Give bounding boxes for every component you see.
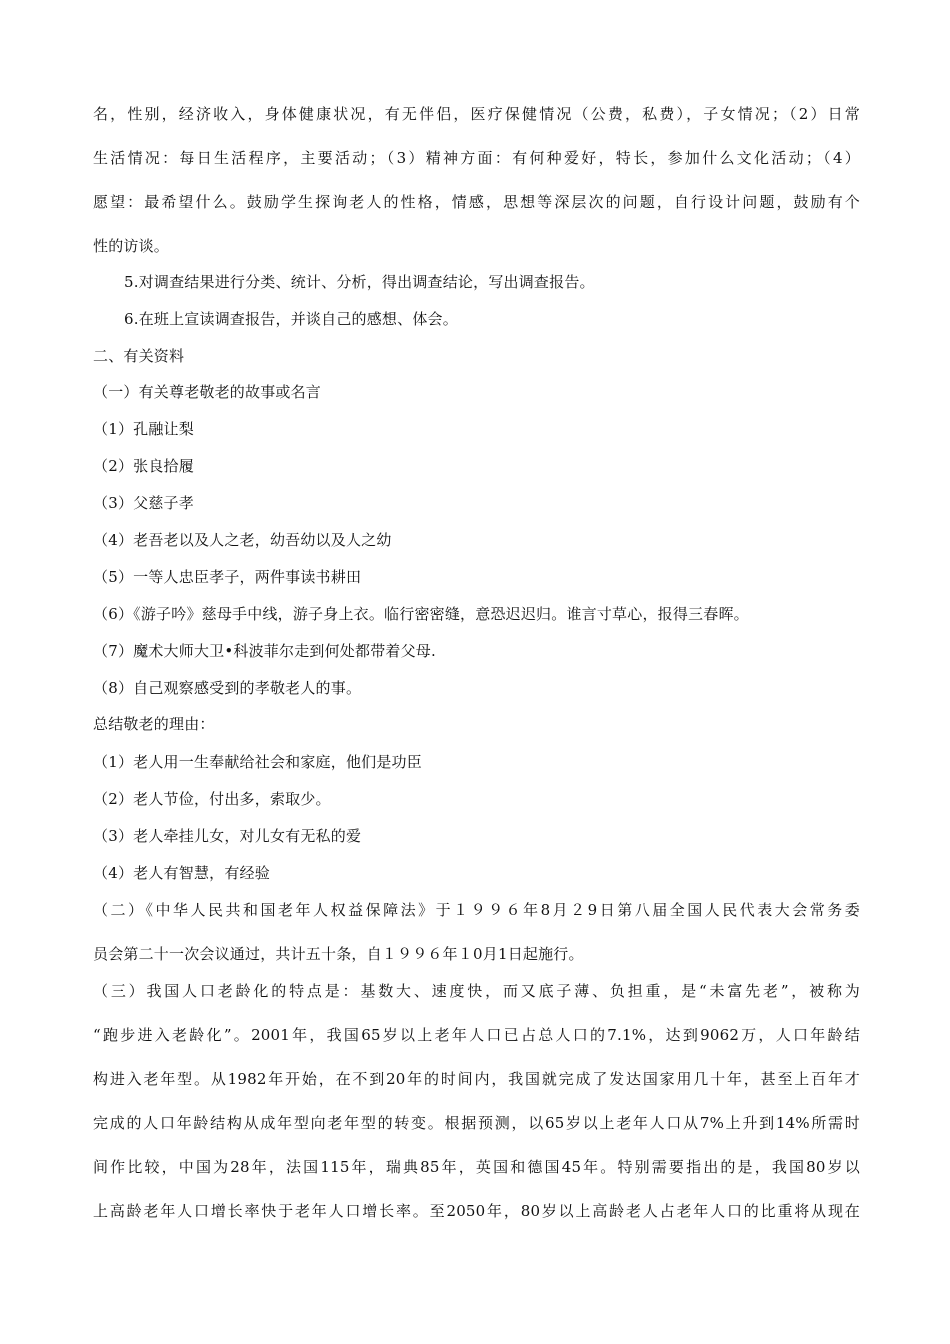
list-item: （1）老人用一生奉献给社会和家庭，他们是功臣 — [93, 753, 422, 771]
step-5: 5.对调查结果进行分类、统计、分析，得出调查结论，写出调查报告。 — [124, 273, 595, 291]
subsection-heading-1: （一）有关尊老敬老的故事或名言 — [93, 383, 322, 401]
list-item: （1）孔融让梨 — [93, 420, 194, 438]
list-item: （3）老人牵挂儿女，对儿女有无私的爱 — [93, 827, 362, 845]
reasons-heading: 总结敬老的理由： — [93, 715, 215, 733]
aging-para-line-3: 构进入老年型。从1982年开始，在不到20年的时间内，我国就完成了发达国家用几十年，甚至上百年才 — [93, 1070, 860, 1088]
list-item: （4）老人有智慧，有经验 — [93, 864, 270, 882]
law-para-line-1: （二）《中华人民共和国老年人权益保障法》于１９９６年8月２9日第八届全国人民代表大会常务委 — [93, 901, 860, 919]
law-para-line-2: 员会第二十一次会议通过，共计五十条，自１９９６年１0月1日起施行。 — [93, 945, 584, 963]
step-6: 6.在班上宣读调查报告，并谈自己的感想、体会。 — [124, 310, 458, 328]
aging-para-line-2: “跑步进入老龄化”。2001年，我国65岁以上老年人口已占总人口的7.1%，达到9062万，人口年龄结 — [93, 1026, 860, 1044]
list-item: （2）老人节俭，付出多，索取少。 — [93, 790, 331, 808]
aging-para-line-1: （三）我国人口老龄化的特点是：基数大、速度快，而又底子薄、负担重，是“未富先老”，被称为 — [93, 982, 860, 1000]
list-item: （6）《游子吟》慈母手中线，游子身上衣。临行密密缝，意恐迟迟归。谁言寸草心，报得三春晖。 — [93, 605, 749, 623]
aging-para-line-6: 上高龄老年人口增长率快于老年人口增长率。至2050年，80岁以上高龄老人占老年人口的比重将从现在 — [93, 1202, 860, 1220]
list-item: （5）一等人忠臣孝子，两件事读书耕田 — [93, 568, 362, 586]
list-item: （4）老吾老以及人之老，幼吾幼以及人之幼 — [93, 531, 392, 549]
aging-para-line-4: 完成的人口年龄结构从成年型向老年型的转变。根据预测，以65岁以上老年人口从7%上升到14%所需时 — [93, 1114, 860, 1132]
intro-line-2: 生活情况：每日生活程序，主要活动；（3）精神方面：有何种爱好，特长，参加什么文化活动；（4） — [93, 149, 860, 167]
intro-line-1: 名，性别，经济收入，身体健康状况，有无伴侣，医疗保健情况（公费，私费），子女情况；（2）日常 — [93, 105, 860, 123]
list-item: （8）自己观察感受到的孝敬老人的事。 — [93, 679, 362, 697]
intro-line-4: 性的访谈。 — [93, 237, 170, 255]
aging-para-line-5: 间作比较，中国为28年，法国115年，瑞典85年，英国和德国45年。特别需要指出的是，我国80岁以 — [93, 1158, 860, 1176]
intro-line-3: 愿望：最希望什么。鼓励学生探询老人的性格，情感，思想等深层次的问题，自行设计问题，鼓励有个 — [93, 193, 860, 211]
list-item: （7）魔术大师大卫•科波菲尔走到何处都带着父母. — [93, 642, 436, 660]
list-item: （3）父慈子孝 — [93, 494, 194, 512]
section-heading: 二、有关资料 — [93, 347, 185, 365]
list-item: （2）张良拾履 — [93, 457, 194, 475]
